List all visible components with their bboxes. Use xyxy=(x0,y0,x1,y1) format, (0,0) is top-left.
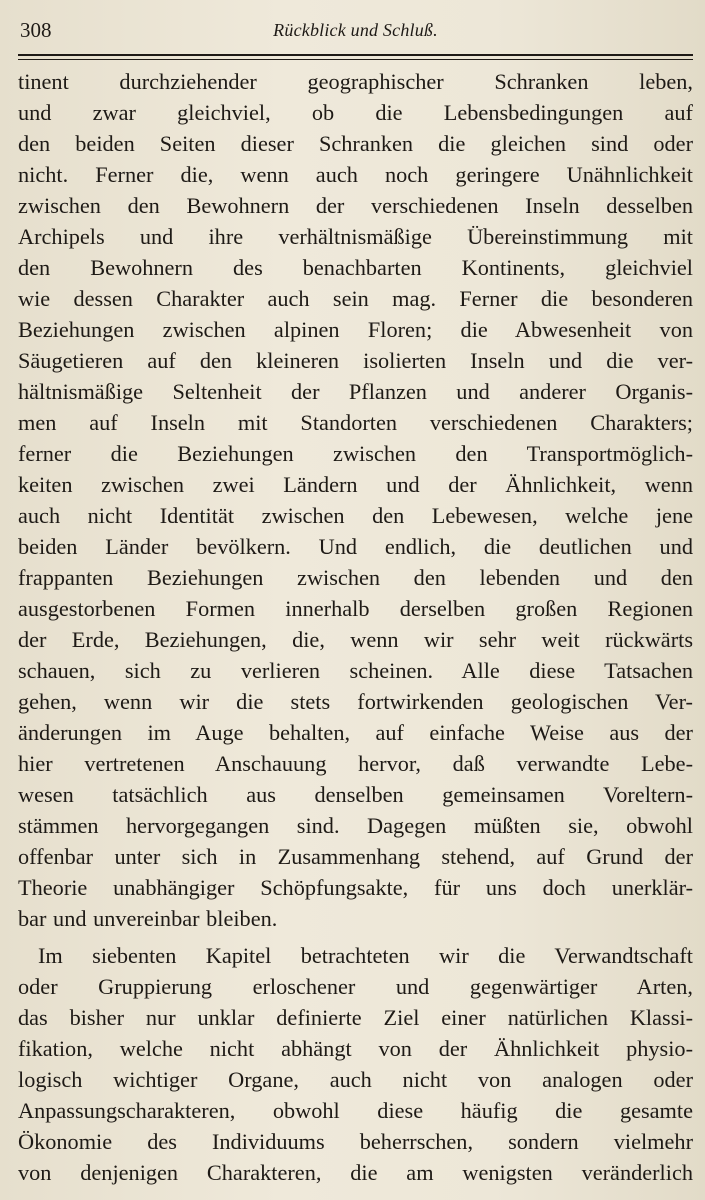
text-line: stämmen hervorgegangen sind. Dagegen müßten sie, obwohl xyxy=(18,813,693,838)
running-title: Rückblick und Schluß. xyxy=(273,20,438,40)
paragraph-continued xyxy=(18,66,693,934)
text-line: beiden Länder bevölkern. Und endlich, die deutlichen und xyxy=(18,534,693,559)
text-line: offenbar unter sich in Zusammenhang stehend, auf Grund der xyxy=(18,844,693,869)
text-line: zwischen den Bewohnern der verschiedenen Inseln desselben xyxy=(18,193,693,218)
text-line: wie dessen Charakter auch sein mag. Ferner die besonderen xyxy=(18,286,693,311)
text-line: gehen, wenn wir die stets fortwirkenden geologischen Ver- xyxy=(18,689,693,714)
text-line: Beziehungen zwischen alpinen Floren; die Abwesenheit von xyxy=(18,317,693,342)
text-line: nicht. Ferner die, wenn auch noch geringere Unähnlichkeit xyxy=(18,162,693,187)
text-line: bar und unvereinbar bleiben. xyxy=(18,906,278,931)
page-number: 308 xyxy=(20,18,52,42)
body-text xyxy=(18,66,693,1188)
text-line: schauen, sich zu verlieren scheinen. Alle diese Tatsachen xyxy=(18,658,693,683)
text-line: oder Gruppierung erloschener und gegenwärtiger Arten, xyxy=(18,974,693,999)
text-line: der Erde, Beziehungen, die, wenn wir sehr weit rückwärts xyxy=(18,627,693,652)
paragraph-chapter-seven xyxy=(18,940,693,1188)
text-line: logisch wichtiger Organe, auch nicht von analogen oder xyxy=(18,1067,693,1092)
text-line: das bisher nur unklar definierte Ziel einer natürlichen Klassi- xyxy=(18,1005,693,1030)
text-line: und zwar gleichviel, ob die Lebensbedingungen auf xyxy=(18,100,693,125)
text-line: Anpassungscharakteren, obwohl diese häufig die gesamte xyxy=(18,1098,693,1123)
text-line: tinent durchziehender geographischer Schranken leben, xyxy=(18,69,693,94)
text-line: Theorie unabhängiger Schöpfungsakte, für uns doch unerklär- xyxy=(18,875,693,900)
text-line: auch nicht Identität zwischen den Lebewesen, welche jene xyxy=(18,503,693,528)
text-line: Archipels und ihre verhältnismäßige Übereinstimmung mit xyxy=(18,224,693,249)
text-line: men auf Inseln mit Standorten verschiedenen Charakters; xyxy=(18,410,693,435)
text-line: von denjenigen Charakteren, die am wenigsten veränderlich xyxy=(18,1160,693,1185)
text-line: wesen tatsächlich aus denselben gemeinsamen Voreltern- xyxy=(18,782,693,807)
text-line: Im siebenten Kapitel betrachteten wir die Verwandtschaft xyxy=(38,943,693,968)
text-line: Ökonomie des Individuums beherrschen, sondern vielmehr xyxy=(18,1129,693,1154)
text-line: Säugetieren auf den kleineren isolierten Inseln und die ver- xyxy=(18,348,693,373)
header-rule xyxy=(18,54,693,60)
text-line: keiten zwischen zwei Ländern und der Ähnlichkeit, wenn xyxy=(18,472,693,497)
text-line: fikation, welche nicht abhängt von der Ähnlichkeit physio- xyxy=(18,1036,693,1061)
text-line: frappanten Beziehungen zwischen den lebenden und den xyxy=(18,565,693,590)
text-line: den beiden Seiten dieser Schranken die gleichen sind oder xyxy=(18,131,693,156)
text-line: hier vertretenen Anschauung hervor, daß verwandte Lebe- xyxy=(18,751,693,776)
text-line: änderungen im Auge behalten, auf einfache Weise aus der xyxy=(18,720,693,745)
text-line: hältnismäßige Seltenheit der Pflanzen und anderer Organis- xyxy=(18,379,693,404)
text-line: ausgestorbenen Formen innerhalb derselben großen Regionen xyxy=(18,596,693,621)
text-line: ferner die Beziehungen zwischen den Transportmöglich- xyxy=(18,441,693,466)
text-line: den Bewohnern des benachbarten Kontinents, gleichviel xyxy=(18,255,693,280)
page-header xyxy=(18,14,693,44)
